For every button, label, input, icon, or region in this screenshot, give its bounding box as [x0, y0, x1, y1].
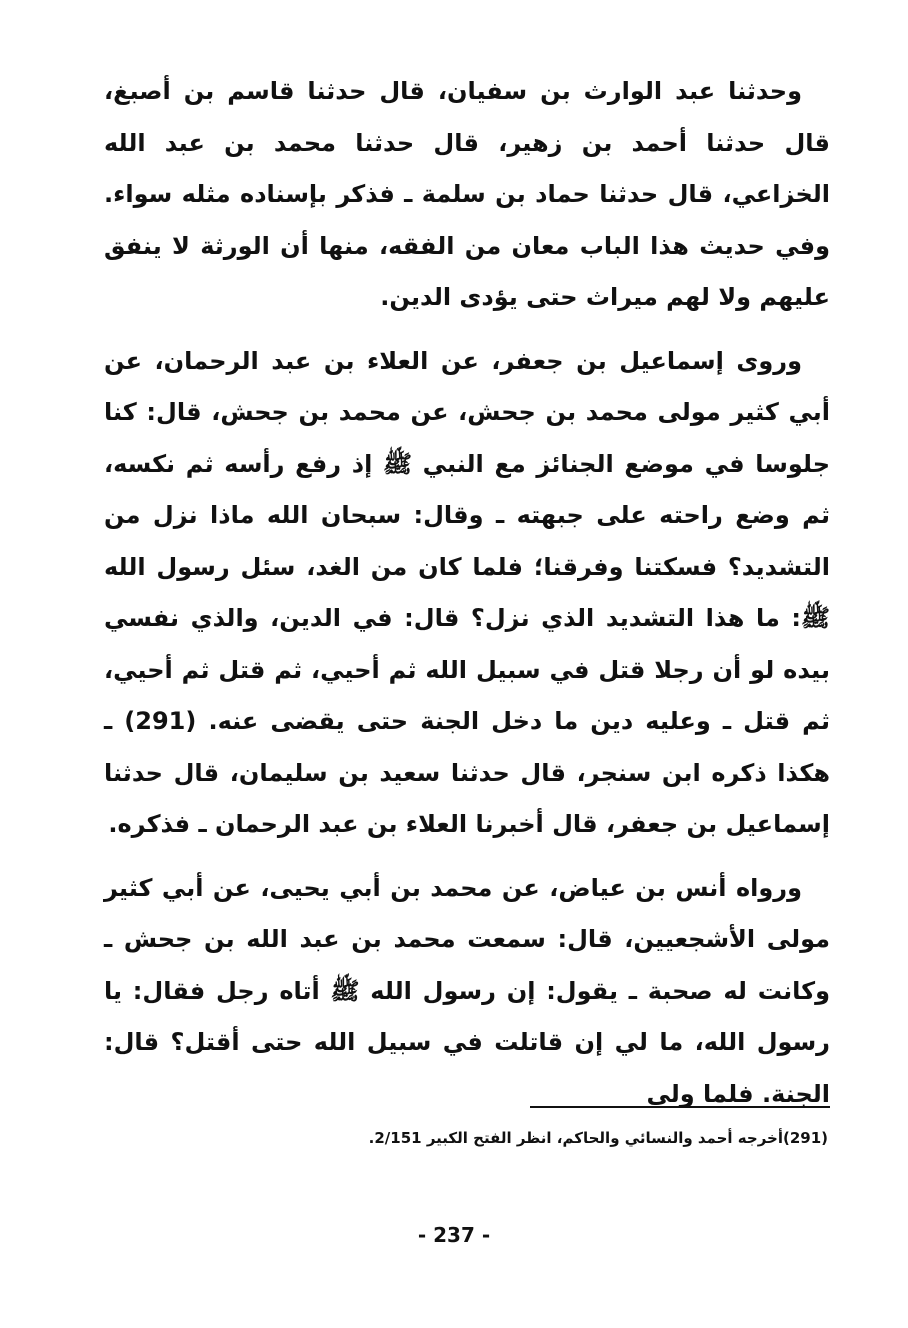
page-number: - 237 - [417, 1223, 491, 1247]
footnote-divider [530, 1106, 830, 1108]
paragraph-1: وحدثنا عبد الوارث بن سفيان، قال حدثنا قاسم بن أصبغ، قال حدثنا أحمد بن زهير، قال حدثنا محمد بن عبد الله الخزاعي، قال حدثنا حماد بن سلمة ـ فذكر بإسناده مثله سواء. وفي حديث هذا الباب معان من الفقه، منها أن الورثة لا ينفق عليهم ولا لهم ميراث حتى يؤدى الدين. [104, 77, 830, 311]
body-text [104, 66, 830, 1132]
paragraph-2: وروى إسماعيل بن جعفر، عن العلاء بن عبد الرحمان، عن أبي كثير مولى محمد بن جحش، عن محمد بن جحش، قال: كنا جلوسا في موضع الجنائز مع النبي ﷺ إذ رفع رأسه ثم نكسه، ثم وضع راحته على جبهته ـ وقال: سبحان الله ماذا نزل من التشديد؟ فسكتنا وفرقنا؛ فلما كان من الغد، سئل رسول الله ﷺ: ما هذا التشديد الذي نزل؟ قال: في الدين، والذي نفسي بيده لو أن رجلا قتل في سبيل الله ثم أحيي، ثم قتل ثم أحيي، ثم قتل ـ وعليه دين ما دخل الجنة حتى يقضى عنه. (291) ـ هكذا ذكره ابن سنجر، قال حدثنا سعيد بن سليمان، قال حدثنا إسماعيل بن جعفر، قال أخبرنا العلاء بن عبد الرحمان ـ فذكره. [104, 346, 831, 838]
paragraph-3: ورواه أنس بن عياض، عن محمد بن أبي يحيى، عن أبي كثير مولى الأشجعيين، قال: سمعت محمد بن عبد الله بن جحش ـ وكانت له صحبة ـ يقول: إن رسول الله ﷺ أتاه رجل فقال: يا رسول الله، ما لي إن قاتلت في سبيل الله حتى أقتل؟ قال: الجنة. فلما ولى [104, 873, 830, 1108]
footnote: (291)أخرجه أحمد والنسائي والحاكم، انظر الفتح الكبير 2/151. [368, 1129, 828, 1147]
